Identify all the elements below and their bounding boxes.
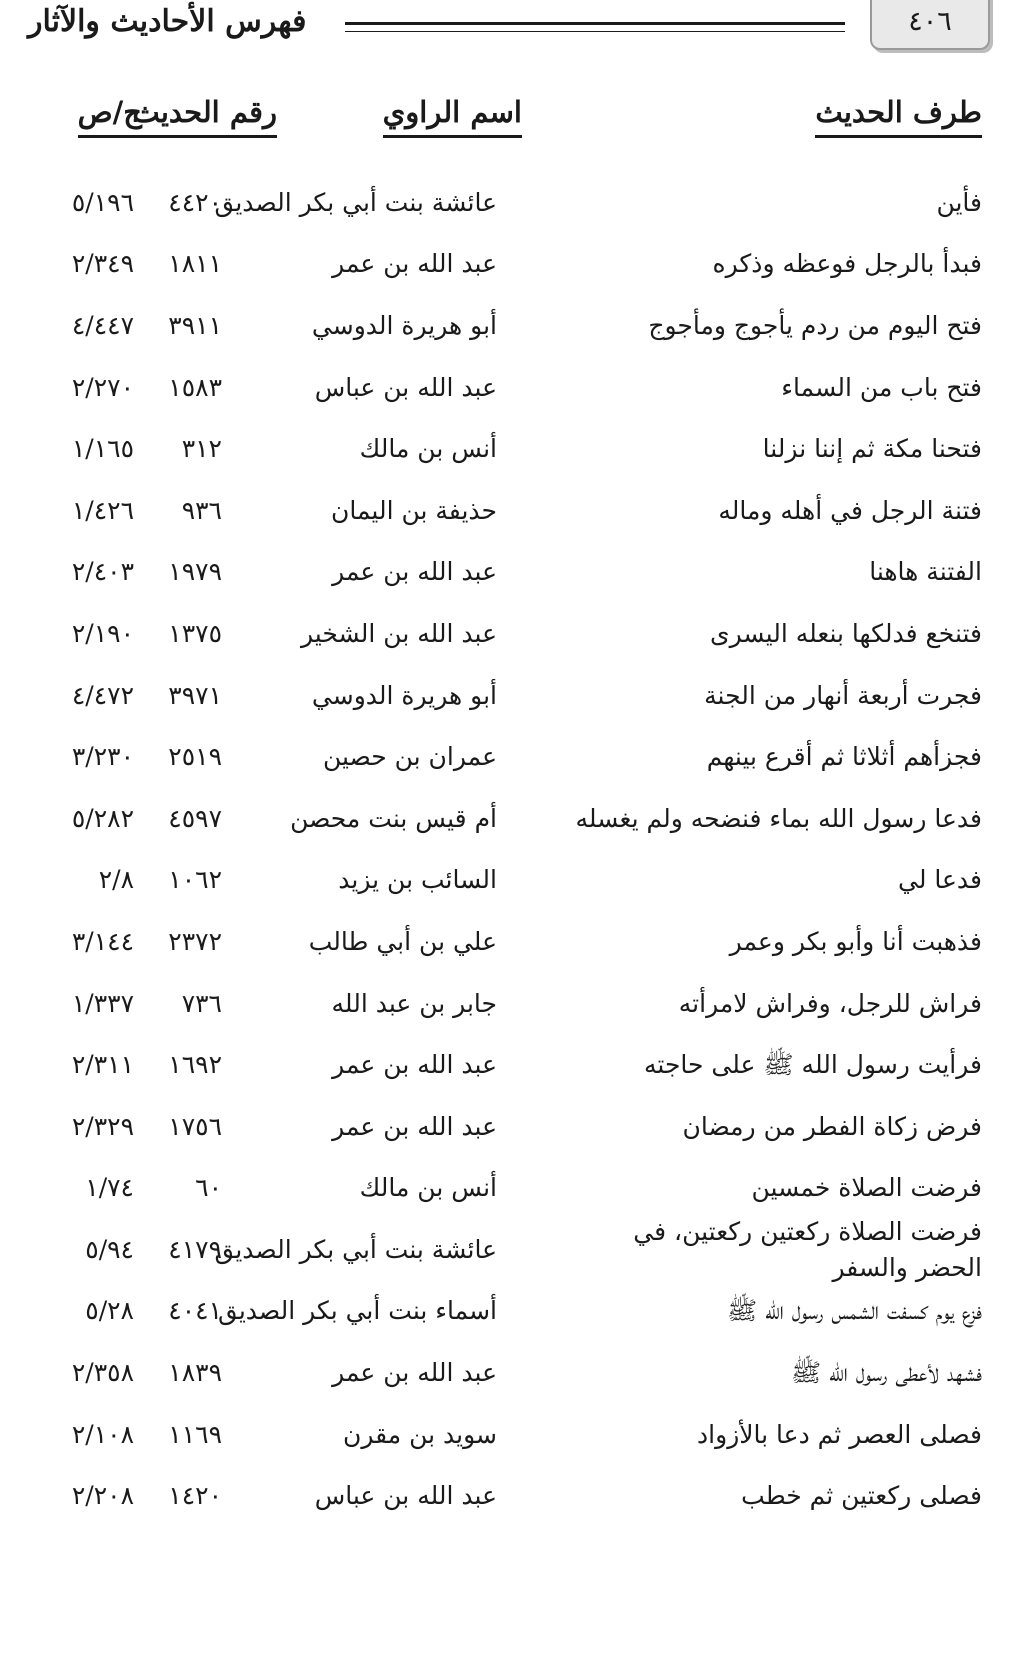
narrator-cell: عبد الله بن عمر [332,1111,497,1141]
narrator-cell: جابر بن عبد الله [331,988,497,1018]
running-header [0,0,1010,60]
ref-cell: ٤/٤٤٧ [71,310,134,340]
number-cell: ١١٦٩ [168,1419,222,1449]
number-cell: ٩٣٦ [181,495,222,525]
ref-cell: ١/٤٢٦ [71,495,134,525]
hadith-cell: فرضت الصلاة ركعتين ركعتين، في الحضر والسفر [633,1216,982,1282]
ref-cell: ٢/٢٠٨ [71,1481,134,1511]
header-rule-thin [345,31,845,32]
ref-cell: ٥/٢٨ [85,1296,134,1326]
column-header-narrator: اسم الراوي [383,95,522,138]
ref-cell: ٥/٩٤ [85,1234,134,1264]
hadith-cell: فبدأ بالرجل فوعظه وذكره [712,249,982,279]
table-body [30,172,982,1527]
ref-cell: ٤/٤٧٢ [71,680,134,710]
narrator-cell: أسماء بنت أبي بكر الصديق [217,1296,497,1326]
number-cell: ٤٠٤١ [168,1296,222,1326]
hadith-cell: فرأيت رسول الله ﷺ على حاجته [644,1050,982,1080]
hadith-cell: فجزأهم أثلاثا ثم أقرع بينهم [706,742,982,772]
table-row [30,418,982,480]
hadith-cell: فذهبت أنا وأبو بكر وعمر [729,926,982,956]
narrator-cell: عبد الله بن عمر [332,249,497,279]
section-title: فهرس الأحاديث والآثار [28,4,307,39]
table-row [30,1404,982,1466]
table-row [30,1096,982,1158]
narrator-cell: عبد الله بن عمر [332,557,497,587]
number-cell: ٢٥١٩ [168,742,222,772]
number-cell: ٣١٢ [181,434,222,464]
number-cell: ٦٠ [195,1173,222,1203]
ref-cell: ٢/٣٢٩ [71,1111,134,1141]
table-row [30,726,982,788]
page-number: ٤٠٦ [908,5,952,37]
ref-cell: ٥/١٩٦ [71,187,134,217]
hadith-cell: فتنة الرجل في أهله وماله [718,495,982,525]
ref-cell: ١/١٦٥ [71,434,134,464]
hadith-cell: فراش للرجل، وفراش لامرأته [678,988,982,1018]
number-cell: ٤١٧٩ [168,1234,222,1264]
narrator-cell: عائشة بنت أبي بكر الصديق [214,187,497,217]
hadith-cell: فرض زكاة الفطر من رمضان [682,1111,982,1141]
narrator-cell: عبد الله بن عباس [314,1481,497,1511]
table-row [30,480,982,542]
ref-cell: ٢/٤٠٣ [71,557,134,587]
narrator-cell: السائب بن يزيد [338,865,497,895]
narrator-cell: عبد الله بن عمر [332,1050,497,1080]
narrator-cell: أنس بن مالك [359,1173,497,1203]
narrator-cell: عمران بن حصين [322,742,497,772]
narrator-cell: أم قيس بنت محصن [290,803,497,833]
table-row [30,542,982,604]
page-number-tab [870,0,990,50]
ref-cell: ٢/٨ [98,865,134,895]
number-cell: ١٩٧٩ [168,557,222,587]
ref-cell: ١/٧٤ [85,1173,134,1203]
table-row [30,1281,982,1343]
ref-cell: ٢/١٩٠ [71,618,134,648]
number-cell: ٣٩٧١ [168,680,222,710]
narrator-cell: حذيفة بن اليمان [330,495,497,525]
table-row [30,788,982,850]
hadith-cell: فزع يوم كسفت الشمس رسول الله ﷺ [726,1296,982,1326]
table-row [30,295,982,357]
narrator-cell: سويد بن مقرن [342,1419,497,1449]
number-cell: ١٣٧٥ [168,618,222,648]
table-row [30,1034,982,1096]
header-rule-thick [345,22,845,25]
number-cell: ٤٥٩٧ [168,803,222,833]
number-cell: ١٠٦٢ [168,865,222,895]
column-header-hadith: طرف الحديث [815,95,982,138]
table-row [30,1465,982,1527]
number-cell: ٤٤٢٠ [168,187,222,217]
narrator-cell: عبد الله بن الشخير [301,618,497,648]
number-cell: ١٨١١ [168,249,222,279]
narrator-cell: عبد الله بن عباس [314,372,497,402]
table-row [30,665,982,727]
table-row [30,357,982,419]
number-cell: ١٧٥٦ [168,1111,222,1141]
number-cell: ٢٣٧٢ [168,926,222,956]
table-row [30,850,982,912]
ref-cell: ٥/٢٨٢ [71,803,134,833]
table-row [30,1216,982,1282]
narrator-cell: علي بن أبي طالب [308,926,497,956]
hadith-cell: فرضت الصلاة خمسين [751,1173,982,1203]
ref-cell: ٣/٢٣٠ [71,742,134,772]
table-row [30,1342,982,1404]
hadith-cell: فدعا رسول الله بماء فنضحه ولم يغسله [575,803,982,833]
narrator-cell: عبد الله بن عمر [332,1358,497,1388]
hadith-cell: فصلى العصر ثم دعا بالأزواد [697,1419,982,1449]
ref-cell: ٣/١٤٤ [71,926,134,956]
hadith-cell: فتحنا مكة ثم إننا نزلنا [762,434,982,464]
number-cell: ١٨٣٩ [168,1358,222,1388]
narrator-cell: أنس بن مالك [359,434,497,464]
table-row [30,1158,982,1220]
hadith-cell: فتنخع فدلكها بنعله اليسرى [710,618,982,648]
narrator-cell: أبو هريرة الدوسي [311,680,497,710]
table-row [30,234,982,296]
hadith-cell: فشهد لأعطى رسول الله ﷺ [790,1358,982,1388]
hadith-cell: فتح اليوم من ردم يأجوج ومأجوج [648,310,982,340]
hadith-index-table [30,95,982,1527]
number-cell: ١٦٩٢ [168,1050,222,1080]
table-row [30,911,982,973]
ref-cell: ٢/٣١١ [71,1050,134,1080]
column-header-row [30,95,982,160]
table-row [30,172,982,234]
ref-cell: ٢/٣٥٨ [71,1358,134,1388]
number-cell: ٧٣٦ [181,988,222,1018]
hadith-cell: فتح باب من السماء [781,372,982,402]
hadith-cell: الفتنة هاهنا [869,557,982,587]
narrator-cell: عائشة بنت أبي بكر الصديق [214,1234,497,1264]
hadith-cell: فدعا لي [897,865,982,895]
ref-cell: ٢/١٠٨ [71,1419,134,1449]
ref-cell: ٢/٢٧٠ [71,372,134,402]
number-cell: ٣٩١١ [168,310,222,340]
number-cell: ١٤٢٠ [168,1481,222,1511]
number-cell: ١٥٨٣ [168,372,222,402]
narrator-cell: أبو هريرة الدوسي [311,310,497,340]
hadith-cell: فأين [936,187,982,217]
hadith-cell: فجرت أربعة أنهار من الجنة [704,680,982,710]
ref-cell: ١/٣٣٧ [71,988,134,1018]
column-header-ref: ج/ص [78,95,142,138]
ref-cell: ٢/٣٤٩ [71,249,134,279]
table-row [30,603,982,665]
table-row [30,973,982,1035]
hadith-cell: فصلى ركعتين ثم خطب [741,1481,982,1511]
column-header-number: رقم الحديث [132,95,277,138]
